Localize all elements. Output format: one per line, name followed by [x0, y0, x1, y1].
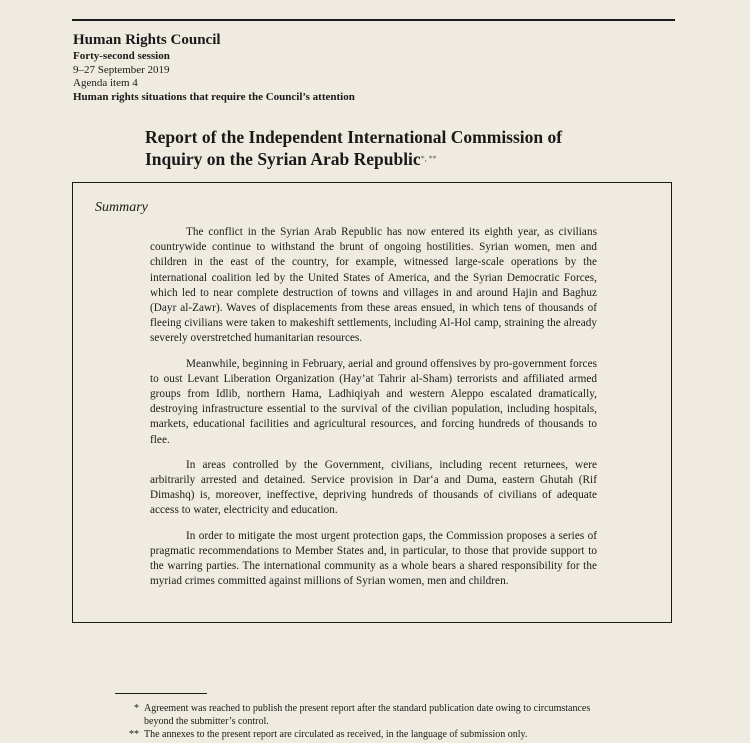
- agenda-item: Agenda item 4: [73, 77, 138, 89]
- summary-paragraph-4: In order to mitigate the most urgent protection gaps, the Commission proposes a series of pragmatic recommendations to Member States and, in particular, to those that provide support to the warring parties. The international community as a whole bears a shared responsibility for the myriad crimes committed against millions of Syrian women, men and children.: [150, 529, 597, 588]
- session-label: Forty-second session: [73, 50, 170, 62]
- footnote-1: [115, 703, 595, 728]
- top-rule: [72, 19, 675, 21]
- report-title-text: Report of the Independent International Commission of Inquiry on the Syrian Arab Republic: [145, 127, 563, 169]
- summary-paragraph-3: In areas controlled by the Government, civilians, including recent returnees, were arbitrarily arrested and detained. Service provision in Dar‘a and Duma, eastern Ghutah (Rif Dimashq) is, moreover, ineffective, depriving hundreds of thousands of civilians of adequate access to water, electricity and education.: [150, 458, 597, 517]
- agenda-title: Human rights situations that require the Council’s attention: [73, 90, 355, 103]
- report-title: [145, 126, 615, 170]
- title-footnote-marks: *, **: [420, 154, 437, 163]
- summary-box: [72, 182, 672, 623]
- footnotes: [115, 703, 595, 743]
- footnote-1-text: Agreement was reached to publish the present report after the standard publication date owing to circumstances beyond the submitter’s control.: [144, 703, 591, 727]
- footnote-rule: [115, 693, 207, 694]
- footnote-2-text: The annexes to the present report are circulated as received, in the language of submission only.: [144, 729, 528, 741]
- summary-heading: Summary: [95, 200, 148, 215]
- footnote-1-mark: *: [134, 703, 139, 714]
- footnote-2: [115, 729, 595, 742]
- session-dates: 9–27 September 2019: [73, 63, 170, 76]
- footnote-2-mark: **: [129, 729, 139, 741]
- summary-paragraph-1: The conflict in the Syrian Arab Republic has now entered its eighth year, as civilians countrywide continue to withstand the brunt of ongoing hostilities. Syrian women, men and children in the east of the country, for example, witnessed large-scale operations by the international coalition led by the United States of America, and the Syrian Democratic Forces, which led to near complete destruction of towns and villages in and around Hajin and Baghuz (Dayr al-Zawr). Waves of displacements from these areas ensued, in which tens of thousands of fleeing civilians were taken to makeshift settlements, including Al-Hol camp, straining the already severely overstretched humanitarian resources.: [150, 226, 597, 345]
- document-header: [73, 31, 355, 104]
- summary-body: [150, 225, 597, 599]
- summary-paragraph-2: Meanwhile, beginning in February, aerial and ground offensives by pro-government forces to oust Levant Liberation Organization (Hay’at Tahrir al-Sham) terrorists and affiliated armed groups from Idlib, northern Hama, Ladhiqiyah and western Aleppo escalated dramatically, destroying infrastructure essential to the survival of the civilian population, including hospitals, markets, educational facilities and agricultural resources, and forcing hundreds of thousands to flee.: [150, 357, 597, 446]
- council-name: Human Rights Council: [73, 32, 221, 48]
